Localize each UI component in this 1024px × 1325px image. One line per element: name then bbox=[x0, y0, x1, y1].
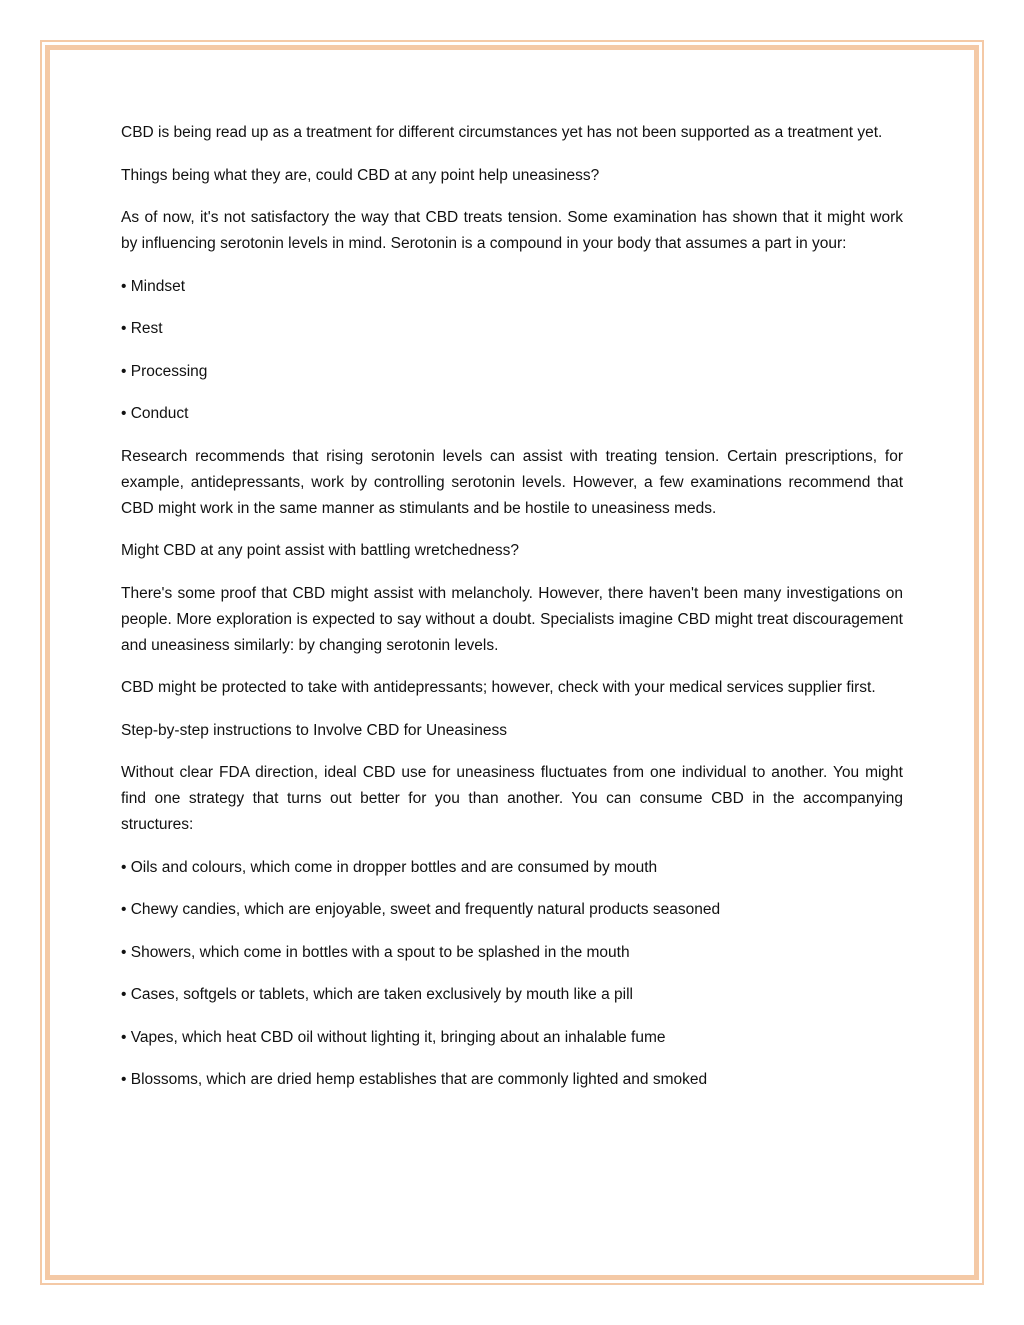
bullet-gummies: • Chewy candies, which are enjoyable, sweet and frequently natural products seasoned bbox=[121, 901, 721, 918]
paragraph-serotonin: As of now, it's not satisfactory the way that CBD treats tension. Some examination has shown that it might work by influencing serotonin levels in mind. Serotonin is a compound in your body that assumes a part in your: bbox=[121, 209, 903, 252]
section-heading-usage: Step-by-step instructions to Involve CBD for Uneasiness bbox=[121, 721, 507, 739]
bullet-flowers: • Blossoms, which are dried hemp establishes that are commonly lighted and smoked bbox=[121, 1071, 708, 1088]
paragraph-research: Research recommends that rising serotonin levels can assist with treating tension. Certain prescriptions, for example, antidepressants, work by controlling serotonin levels. However, a few examinations recommend that CBD might work in the same manner as stimulants and be hostile to uneasiness meds. bbox=[121, 447, 903, 517]
question-anxiety: Things being what they are, could CBD at any point help uneasiness? bbox=[121, 166, 600, 184]
bullet-rest: • Rest bbox=[121, 320, 163, 337]
bullet-oils: • Oils and colours, which come in dropper bottles and are consumed by mouth bbox=[121, 858, 658, 876]
paragraph-intro: CBD is being read up as a treatment for different circumstances yet has not been supported as a treatment yet. bbox=[121, 124, 883, 141]
bullet-sprays: • Showers, which come in bottles with a spout to be splashed in the mouth bbox=[121, 943, 630, 961]
bullet-processing: • Processing bbox=[121, 362, 208, 380]
paragraph-antidepressants: CBD might be protected to take with antidepressants; however, check with your medical services supplier first. bbox=[121, 679, 876, 696]
document-body bbox=[121, 120, 903, 1110]
bullet-capsules: • Cases, softgels or tablets, which are taken exclusively by mouth like a pill bbox=[121, 986, 633, 1003]
bullet-conduct: • Conduct bbox=[121, 405, 189, 422]
bullet-mindset: • Mindset bbox=[121, 277, 186, 295]
bullet-vapes: • Vapes, which heat CBD oil without lighting it, bringing about an inhalable fume bbox=[121, 1028, 666, 1046]
question-depression: Might CBD at any point assist with battling wretchedness? bbox=[121, 542, 520, 559]
paragraph-proof: There's some proof that CBD might assist with melancholy. However, there haven't been many investigations on people. More exploration is expected to say without a doubt. Specialists imagine CBD might treat discouragement and uneasiness similarly: by changing serotonin levels. bbox=[121, 584, 903, 654]
paragraph-forms: Without clear FDA direction, ideal CBD use for uneasiness fluctuates from one individual to another. You might find one strategy that turns out better for you than another. You can consume CBD in the accompanying structures: bbox=[121, 764, 903, 833]
